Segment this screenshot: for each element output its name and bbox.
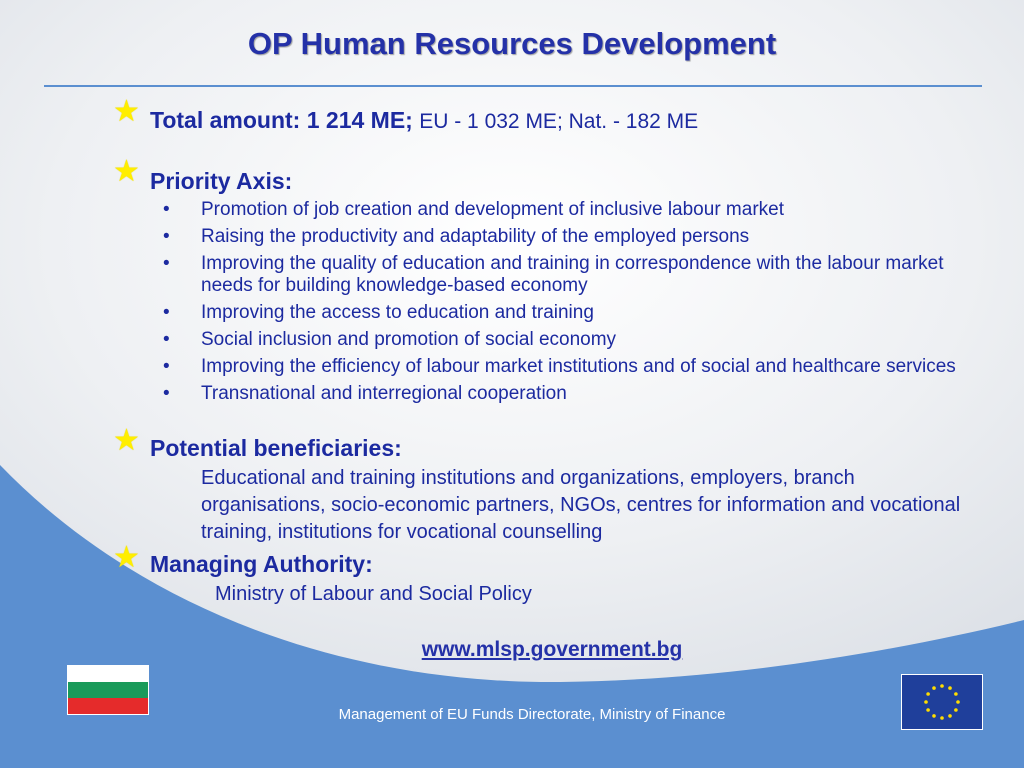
priority-item-7: Transnational and interregional cooperation [201,383,567,404]
priority-item-5: Social inclusion and promotion of social economy [201,329,617,350]
beneficiaries-heading: Potential beneficiaries: [150,435,402,461]
beneficiaries-text: Educational and training institutions and organizations, employers, branch organisations, socio-economic partners, NGOs, centres for information and vocational training, institutions for vocational counselling [201,467,961,543]
total-amount-line [150,107,698,134]
eu-flag-icon [901,674,983,730]
priority-item-2: Raising the productivity and adaptability of the employed persons [201,226,750,247]
star-icon: ★ [113,541,140,574]
bullet-icon: • [163,356,170,377]
managing-authority-text: Ministry of Labour and Social Policy [215,583,532,605]
priority-item-1: Promotion of job creation and development of inclusive labour market [201,199,784,220]
eu-star [948,714,952,718]
bullet-icon: • [163,329,170,350]
eu-star [932,686,936,690]
eu-star [956,700,960,704]
bullet-icon: • [163,383,170,404]
eu-stars-icon [902,675,982,729]
eu-star [954,692,958,696]
website-link[interactable]: www.mlsp.government.bg [421,638,683,661]
title-divider [44,85,982,87]
flag-stripe-white [68,666,148,682]
star-icon: ★ [113,424,140,457]
bullet-icon: • [163,302,170,323]
priority-axis-list [160,199,960,410]
star-icon: ★ [113,155,140,188]
priority-item-6: Improving the efficiency of labour market institutions and of social and healthcare services [201,356,956,377]
list-item [160,356,960,378]
eu-star [924,700,928,704]
list-item [160,253,960,297]
list-item [160,383,960,405]
flag-stripe-green [68,682,148,698]
bullet-icon: • [163,226,170,247]
priority-item-4: Improving the access to education and training [201,302,594,323]
list-item [160,199,960,221]
total-amount-detail: EU - 1 032 ME; Nat. - 182 ME [419,110,699,133]
eu-star [954,708,958,712]
eu-star [926,692,930,696]
bullet-icon: • [163,199,170,220]
star-icon: ★ [113,95,140,128]
bullet-icon: • [163,253,170,274]
eu-star [926,708,930,712]
eu-star [940,716,944,720]
slide-title: OP Human Resources Development [247,26,777,61]
eu-star [948,686,952,690]
eu-star [940,684,944,688]
priority-item-3: Improving the quality of education and training in correspondence with the labour market needs for building knowledge-based economy [201,253,944,296]
list-item [160,226,960,248]
total-amount-label: Total amount: 1 214 ME; [150,107,413,133]
footer-text: Management of EU Funds Directorate, Ministry of Finance [338,706,726,723]
list-item [160,329,960,351]
list-item [160,302,960,324]
eu-star [932,714,936,718]
priority-axis-heading: Priority Axis: [150,168,293,194]
managing-authority-heading: Managing Authority: [150,551,373,577]
